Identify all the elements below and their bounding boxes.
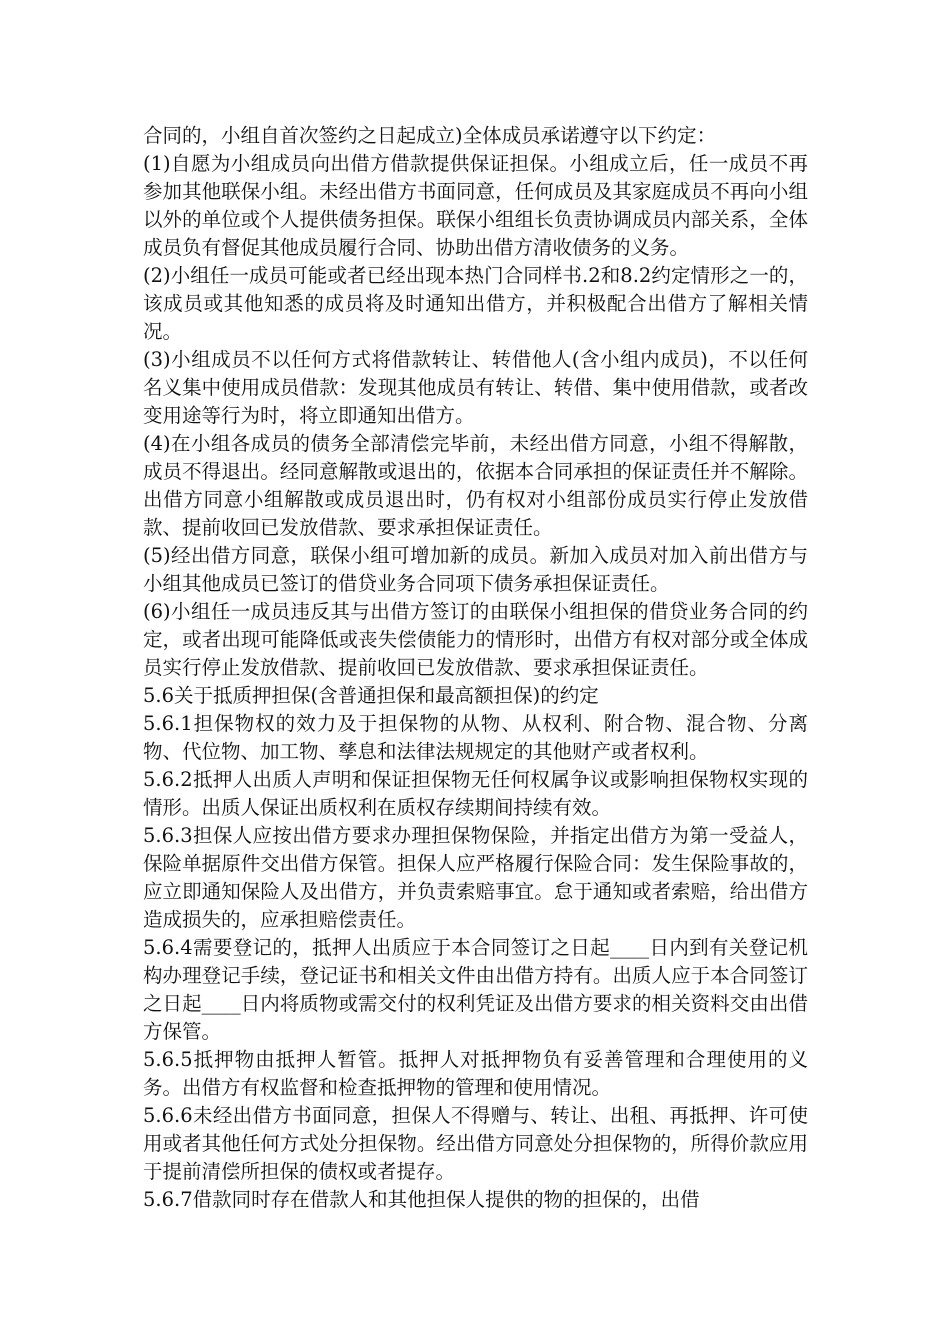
- paragraph-item-1: (1)自愿为小组成员向出借方借款提供保证担保。小组成立后，任一成员不再参加其他联保小组。未经出借方书面同意，任何成员及其家庭成员不再向小组以外的单位或个人提供债务担保。联保小组组长负责协调成员内部关系，全体成员负有督促其他成员履行合同、协助出借方清收债务的义务。: [143, 152, 808, 259]
- paragraph-item-2: (2)小组任一成员可能或者已经出现本热门合同样书.2和8.2约定情形之一的，该成员或其他知悉的成员将及时通知出借方，并积极配合出借方了解相关情况。: [143, 264, 808, 343]
- clause-5-6-4: 5.6.4需要登记的，抵押人出质应于本合同签订之日起____日内到有关登记机构办理登记手续，登记证书和相关文件由出借方持有。出质人应于本合同签订之日起____日内将质物或需交付的权利凭证及出借方要求的相关资料交由出借方保管。: [143, 936, 808, 1043]
- paragraph-item-4: (4)在小组各成员的债务全部清偿完毕前，未经出借方同意，小组不得解散，成员不得退出。经同意解散或退出的，依据本合同承担的保证责任并不解除。出借方同意小组解散或成员退出时，仍有权对小组部份成员实行停止发放借款、提前收回已发放借款、要求承担保证责任。: [143, 432, 808, 539]
- clause-5-6-3: 5.6.3担保人应按出借方要求办理担保物保险，并指定出借方为第一受益人，保险单据原件交出借方保管。担保人应严格履行保险合同：发生保险事故的，应立即通知保险人及出借方，并负责索赔事宜。怠于通知或者索赔，给出借方造成损失的，应承担赔偿责任。: [143, 824, 808, 931]
- section-heading-5-6: 5.6关于抵质押担保(含普通担保和最高额担保)的约定: [143, 684, 599, 707]
- clause-5-6-5: 5.6.5抵押物由抵押人暂管。抵押人对抵押物负有妥善管理和合理使用的义务。出借方有权监督和检查抵押物的管理和使用情况。: [143, 1048, 808, 1099]
- document-body: [143, 122, 808, 1214]
- clause-5-6-2: 5.6.2抵押人出质人声明和保证担保物无任何权属争议或影响担保物权实现的情形。出质人保证出质权利在质权存续期间持续有效。: [143, 768, 808, 819]
- clause-5-6-6: 5.6.6未经出借方书面同意，担保人不得赠与、转让、出租、再抵押、许可使用或者其他任何方式处分担保物。经出借方同意处分担保物的，所得价款应用于提前清偿所担保的债权或者提存。: [143, 1104, 808, 1183]
- paragraph-item-6: (6)小组任一成员违反其与出借方签订的由联保小组担保的借贷业务合同的约定，或者出现可能降低或丧失偿债能力的情形时，出借方有权对部分或全体成员实行停止发放借款、提前收回已发放借款、要求承担保证责任。: [143, 600, 808, 679]
- clause-5-6-7: 5.6.7借款同时存在借款人和其他担保人提供的物的担保的，出借: [143, 1188, 700, 1211]
- paragraph-item-5: (5)经出借方同意，联保小组可增加新的成员。新加入成员对加入前出借方与小组其他成员已签订的借贷业务合同项下债务承担保证责任。: [143, 544, 808, 595]
- clause-5-6-1: 5.6.1担保物权的效力及于担保物的从物、从权利、附合物、混合物、分离物、代位物、加工物、孳息和法律法规规定的其他财产或者权利。: [143, 712, 808, 763]
- paragraph-item-3: (3)小组成员不以任何方式将借款转让、转借他人(含小组内成员)，不以任何名义集中使用成员借款：发现其他成员有转让、转借、集中使用借款，或者改变用途等行为时，将立即通知出借方。: [143, 348, 808, 427]
- paragraph-intro: 合同的，小组自首次签约之日起成立)全体成员承诺遵守以下约定：: [143, 124, 717, 147]
